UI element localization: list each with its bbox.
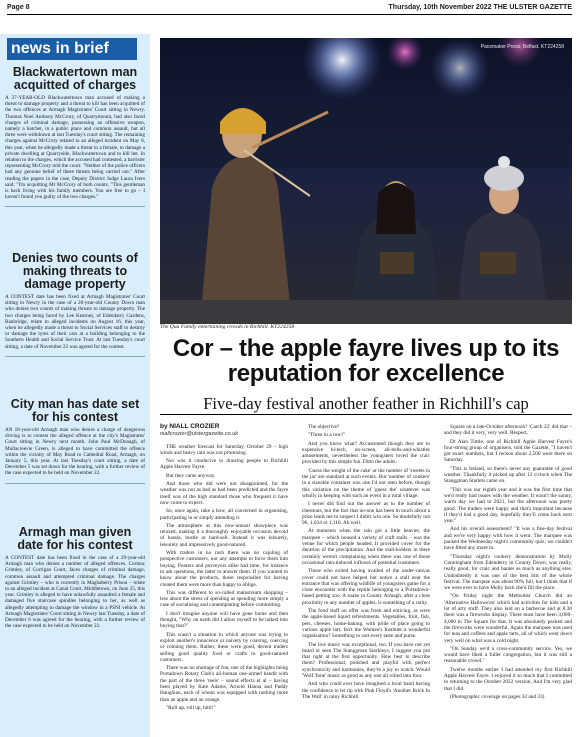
page-dateline: Thursday, 10th November 2022 THE ULSTER GAZETTE — [388, 4, 572, 11]
article-paragraph: The food stuff on offer was fresh and enticing, as were the apple-based liquid refreshments. Vegetables, fruit, fish, pets, cheeses, home-baking, with pride of place going to various apple tart. Isn't the Women's Institute a wonderful organisation? Something to suit every taste and purse. — [302, 608, 430, 640]
column-body — [160, 444, 288, 712]
brief-body: A CONTEST date has been fixed at Armagh Magistrates' Court sitting in Newry in the case of a 20-year-old County Down man who denies two counts of making threats to damage property. The two charges being faced by Lee Kearney, of Edendarry Gardens, Banbridge, relate to alleged incidents on August 16, this year, when he allegedly made a threat to Social Services staff to destroy or damage the tyres of their cars at a building belonging to the Southern Health and Social Service Trust. At last Tuesday's court sitting, a date of November 22 was agreed for the contest. — [5, 294, 145, 350]
article-paragraph: But they came anyway. — [166, 472, 216, 479]
article-paragraph: The atmosphere at this now-annual showpiece was relaxed, making it a thoroughly enjoyable occasion devoid of hassle, bustle or hard-sell. Instead it was leisurely, leisurely and impressively good-natured. — [160, 522, 288, 548]
brief-item-threats — [5, 252, 145, 357]
header-rule — [7, 14, 572, 15]
article-paragraph: So, once again, take a bow, all concerned in organising, participating in or simply attending it. — [160, 508, 288, 521]
article-column-1 — [160, 424, 288, 713]
lead-photo — [160, 38, 572, 324]
article-paragraph: "Three in a row!" — [308, 432, 346, 439]
photo-caption: The Qua Family entertaining crowds in Richhill. KT224258 — [160, 324, 295, 330]
article-paragraph: Dr Alan Tuttle, one of Richhill Apple Harvest Fayre's four-strong group of organisers, told the Gazette, "I haven't got exact numbers, but I reckon about 2,500 were there on Saturday. — [444, 438, 572, 464]
article-paragraph: And his overall assessment? "It was a fine-day festival and we're very happy with how it went. The marquee was packed the Wednesday night's community quiz; we couldn't have fitted any more in. — [444, 526, 572, 552]
brief-item-armagh-man — [5, 526, 145, 629]
subhead-rule — [160, 414, 572, 415]
brief-divider — [5, 356, 145, 357]
brief-item-city-man — [5, 398, 145, 484]
brief-title: Denies two counts of making threats to damage property — [12, 251, 138, 291]
article-paragraph: The live music was exceptional, too. If you have not yet heard or seen The Stanggman Starkleys, I suggest you put that right at the first opportunity. How best to describe them? Professional, polished and playful with perfect synchronicity and harmonies, they're a joy to watch. Would 'Wolf Tone' music as good as any one all rolled into four. — [302, 641, 430, 679]
brief-title: Blackwatertown man acquitted of charges — [12, 65, 138, 92]
article-paragraph: 'Guess the weight of the cake' or the number of 'sweets in the jar' are standard at such events. But 'number of conkers' in a sizeable container was one I'd not seen before, though this variation on the theme of 'guess the' whatever was wholly in keeping with such an event in a rural village. — [302, 467, 430, 499]
author-email: niallcrozier@ulstergazette.co.uk — [160, 431, 239, 438]
article-paragraph: Square on a late-October afternoon? 'Catch 22' did that – and they did it very, very well. Respect. — [444, 424, 572, 437]
article-paragraph: And you know what? Accustomed though they are to expensive hi-tech, on-screen, all-bells-and-whistles amusements, nevertheless the youngsters loved the craic provided by this simple fun. Ditto the adults. — [302, 440, 430, 466]
article-paragraph: "Roll up, roll up, hitit!" — [166, 704, 216, 711]
article-paragraph: Nor was it conducive to drawing people to Richhill Apple Harvest Fayre. — [160, 458, 288, 471]
article-paragraph: "On Sunday we'd a cross-community service. Yes, we would have liked a fuller congregation, but it was still a reasonable crowd." — [444, 645, 572, 665]
photo-credit: Pacemaker Press, Belfast. KT224258 — [480, 44, 564, 50]
article-paragraph: "On Friday night the Methodist Church did an 'Alternative Hallowe'en' which had activities for kids and a lot of arty stuff. They also laid on a barbecue and at 8.30 there was a fireworks display. There must have been 3,000-4,000 in The Square for that. It was absolutely packed and the fireworks were wonderful. Again the marquee was used for teas and coffees and apple tarts, all of which went down very well on what was a cold night. — [444, 593, 572, 644]
article-paragraph: There was no shortage of fun, one of the highlights being Portadown Rotary Club's all-human one-armed bandit with the part of the three 'reels' – sound effects et al – having been played by Kate Adams, Arnold Hanna and Paddy Haughian, each of whom was equipped with nothing more than an apple and an orange. — [160, 665, 288, 703]
article-paragraph: I never did find out the answer as to the number of chestnuts, but the fact that no-one has been in touch about a prize leads me to suspect I didn't win one. So doubtfully not 96, 1,034 or 1,110. Ah well. — [302, 501, 430, 527]
article-byline: by NIALL CROZIER — [160, 423, 220, 430]
brief-divider — [5, 483, 145, 484]
brief-body: AN 18-year-old Armagh man who denies a charge of dangerous driving is to contest the alleged offence at the city's Magistrates' Court sitting in Newry next month. John Paul McDonagh, of Mullacreevie Green, is alleged to have committed the offence within the vicinity of May Road to Cathedral Road, Armagh, on January 5, this year. At last Tuesday's court sitting, a date of December 5 was set down for the hearing, with a further review of the case expected to be held on November 22. — [5, 427, 145, 477]
article-paragraph: And those who did were not disappointed, for the weather was not as bad as had been predicted and the fayre itself was of the high standard those who frequent it have now come to expect. — [160, 481, 288, 506]
brief-title: City man has date set for his contest — [10, 397, 140, 424]
article-paragraph: THE weather forecast for Saturday, October 29 – high winds and heavy rain was not promising. — [160, 443, 288, 456]
article-column-2 — [302, 424, 430, 702]
article-paragraph: Those who exited having availed of the under-canvas cover could not have helped but notice a stall near the entrance that was offering wildlife of youngsters game for a close encounter with the reptile belonging to a Portadown-based petting zoo. A snake in County Armagh, after a close proximity to any number of apples, is something of a rarity. — [302, 568, 430, 606]
brief-title: Armagh man given date for his contest — [17, 525, 133, 552]
column-body — [444, 424, 572, 700]
article-paragraph: And who could ever have imagined a local band having the confidence to let rip with Pink Floyd's 'Another Brick In The Wall' in rainy Richhill — [302, 681, 430, 700]
news-in-brief-banner: news in brief — [7, 38, 137, 60]
article-headline: Cor – the apple fayre lives up to its reputation for excellence — [172, 335, 560, 387]
article-paragraph: Twelve months earlier I had attended my first Richhill Apple Harvest Fayre. I enjoyed it so much that I committed to returning to the October 2022 version. And I'm very glad that I did. — [444, 666, 572, 692]
article-paragraph: With traders in no rush there was no cajoling of prospective customers, nor any attempts to force them into buying. Punters and purveyors alike had time, for instance to ask questions, the latter to answer them. If you wanted to know about the products, those responsible for having created them were more than happy to oblige. — [160, 550, 288, 588]
article-paragraph: "Thursday night's cookery demonstration by Molly Cunningham from Edenderry in County Down, was really, really good, for craic and banter as much as anything else. Undoubtedly it was one of the best bits of the whole festival. The marquee was about 90% full, but I think that if we were ever to have Molly back she'd fill the place. — [444, 553, 572, 592]
article-paragraph: "This is Ireland, so there's never any guarantee of good weather. Thankfully it picked up after 12 o'clock when The Stanggman Starlets came on. — [444, 465, 572, 485]
page-number: Page 8 — [7, 4, 30, 11]
article-paragraph: I don't imagine anyone will have gone home and then thought, "Why on earth did I allow myself to be talked into buying that?" — [160, 610, 288, 630]
article-paragraph: (Photographic coverage on pages 32 and 33) — [450, 693, 545, 700]
article-paragraph: The objective? — [308, 424, 340, 430]
brief-divider — [5, 206, 145, 207]
article-paragraph: At moments when the rain got a little heavier, the marquee – which housed a variety of craft stalls – was the venue for which people headed. It provided cover for the duration of the precipitation. And the stall-holders in there certainly weren't complaining when there was one of those occasional rain-induced influxes of potential customers. — [302, 528, 430, 566]
brief-body: A 37-YEAR-OLD Blackwatertown man accused of making a threat to damage property and a threat to kill has been acquitted of the two offences at Armagh Magistrates' Court sitting in Newry. Thomas Noel Anthony McCrory, of Quarrymount, had also faced charges of criminal damage, possessing an offensive weapon, namely a hatchet, in a public place and common assault, but all three were withdrawn at last Tuesday's court sitting. The remaining charges against McCrory related to an alleged incident on May 8, this year, when he allegedly made a threat to a female, to damage a private dwelling at Quarryside, Blackwatertown and to kill her. In relation to the charges, which the accused had contested, a barrister representing McCrory told the court: "Neither of the police officers had any genuine belief of these threats being carried out." After reading the papers in the case, Deputy District Judge Laura Ivers said: "I'm acquitting Mr McCrory of both counts. "This gentleman is back living with his family members. You are free to go – I haven't found you guilty of the two charges." — [5, 95, 145, 201]
article-subhead: Five-day festival another feather in Richhill's cap — [203, 394, 529, 413]
article-paragraph: "This was our eighth year and it was the first time that we'd really had issues with the weather. It wasn't the sunny, warm day we had in 2021, but the afternoon was pretty good. The traders were happy and that's important because if they'd had a good day, hopefully they'll come back next year." — [444, 486, 572, 525]
article-paragraph: This wasn't a situation in which anyone was trying to exploit another's innocence or naivety by coaxing, coercing or conning them. Rather, these were good, decent traders selling good quality food or crafts to good-natured customers. — [160, 631, 288, 663]
brief-item-blackwatertown — [5, 66, 145, 207]
page-header — [0, 0, 580, 34]
article-paragraph: This was different to so-called mainstream shopping – less about the stress of spending as spending more simply a case of socialising and contemplating before committing. — [160, 589, 288, 609]
brief-body: A CONTEST date has been fixed in the case of a 29-year-old Armagh man who denies a number of alleged offences. Cormac Grimley, of Corrigan Court, faces charges of criminal damage, common assault and attempted criminal damage. The charges against Grimley – who is currently in Maghaberry Prison – relate to an alleged incident at Canal Court, Middletown, on June 25, this year. Grimley is alleged to have unlawfully assaulted a female and damaged five staircase spindles belonging to her, as well as allegedly attempting to damage the window in a PSNI vehicle. At Armagh Magistrates' Court sitting in Newry last Tuesday, a date of December 6 was agreed for the hearing, with a further review of the case expected to be held on November 22. — [5, 555, 145, 630]
article-column-3 — [444, 424, 572, 702]
column-body — [302, 424, 430, 700]
